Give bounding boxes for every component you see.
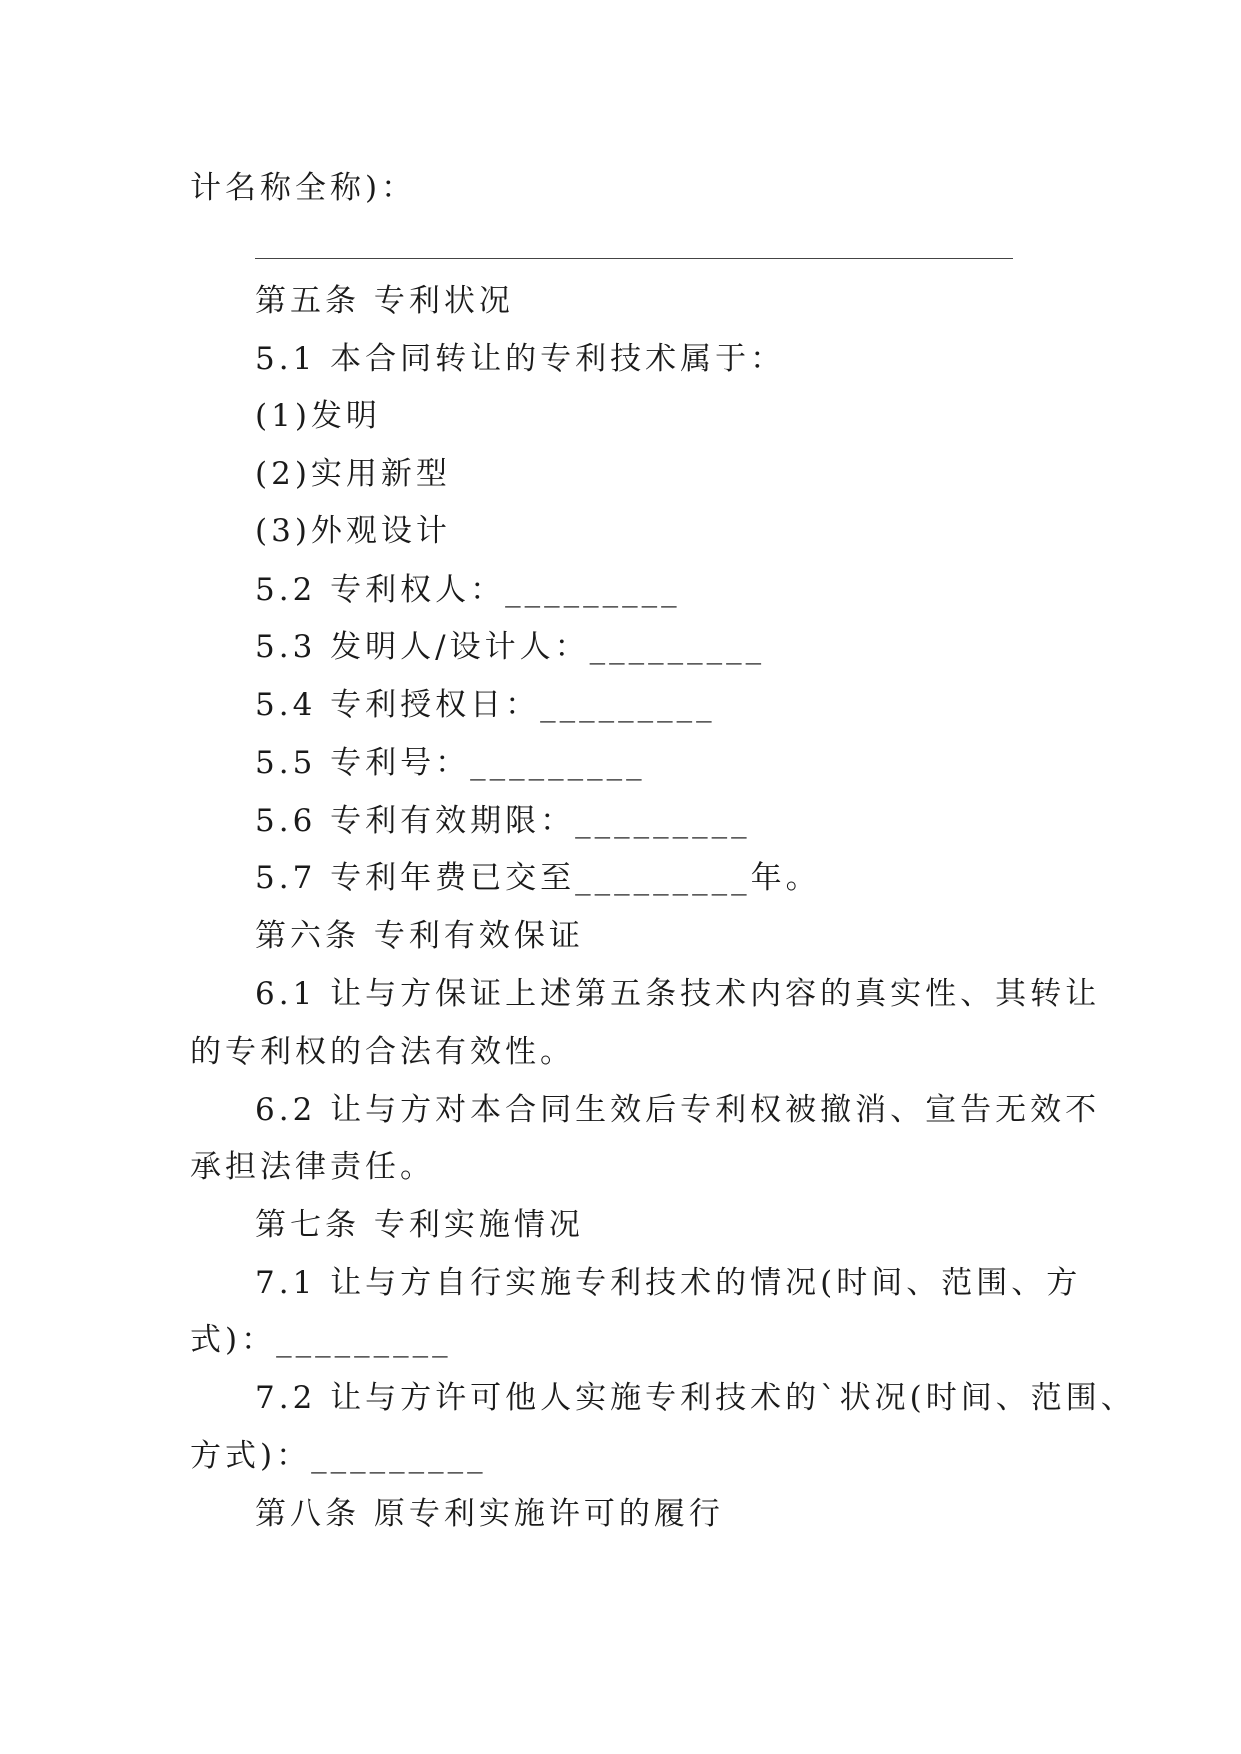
clause-5-4: 5.4 专利授权日：_________: [255, 687, 716, 723]
clause-7-2-cont: 方式)：_________: [190, 1438, 487, 1474]
clause-6-2-cont: 承担法律责任。: [190, 1149, 435, 1185]
article-5-heading: 第五条 专利状况: [255, 283, 514, 319]
clause-6-2: 6.2 让与方对本合同生效后专利权被撤消、宣告无效不: [255, 1092, 1101, 1128]
clause-7-2: 7.2 让与方许可他人实施专利技术的`状况(时间、范围、: [255, 1380, 1136, 1416]
blank-fill-line: [255, 258, 1013, 259]
clause-5-3: 5.3 发明人/设计人：_________: [255, 629, 766, 665]
option-invention: (1)发明: [255, 398, 381, 434]
article-8-heading: 第八条 原专利实施许可的履行: [255, 1496, 724, 1532]
clause-7-1-cont: 式)：_________: [190, 1322, 452, 1358]
clause-5-1: 5.1 本合同转让的专利技术属于：: [255, 341, 786, 377]
article-7-heading: 第七条 专利实施情况: [255, 1207, 584, 1243]
option-design: (3)外观设计: [255, 513, 451, 549]
clause-6-1: 6.1 让与方保证上述第五条技术内容的真实性、其转让: [255, 976, 1101, 1012]
clause-6-1-cont: 的专利权的合法有效性。: [190, 1034, 575, 1070]
article-6-heading: 第六条 专利有效保证: [255, 918, 584, 954]
clause-5-7: 5.7 专利年费已交至_________年。: [255, 860, 821, 896]
option-utility-model: (2)实用新型: [255, 456, 451, 492]
text-line-name-suffix: 计名称全称)：: [190, 170, 417, 206]
clause-5-2: 5.2 专利权人：_________: [255, 572, 681, 608]
clause-5-5: 5.5 专利号：_________: [255, 745, 646, 781]
clause-7-1: 7.1 让与方自行实施专利技术的情况(时间、范围、方: [255, 1265, 1082, 1301]
clause-5-6: 5.6 专利有效期限：_________: [255, 803, 751, 839]
